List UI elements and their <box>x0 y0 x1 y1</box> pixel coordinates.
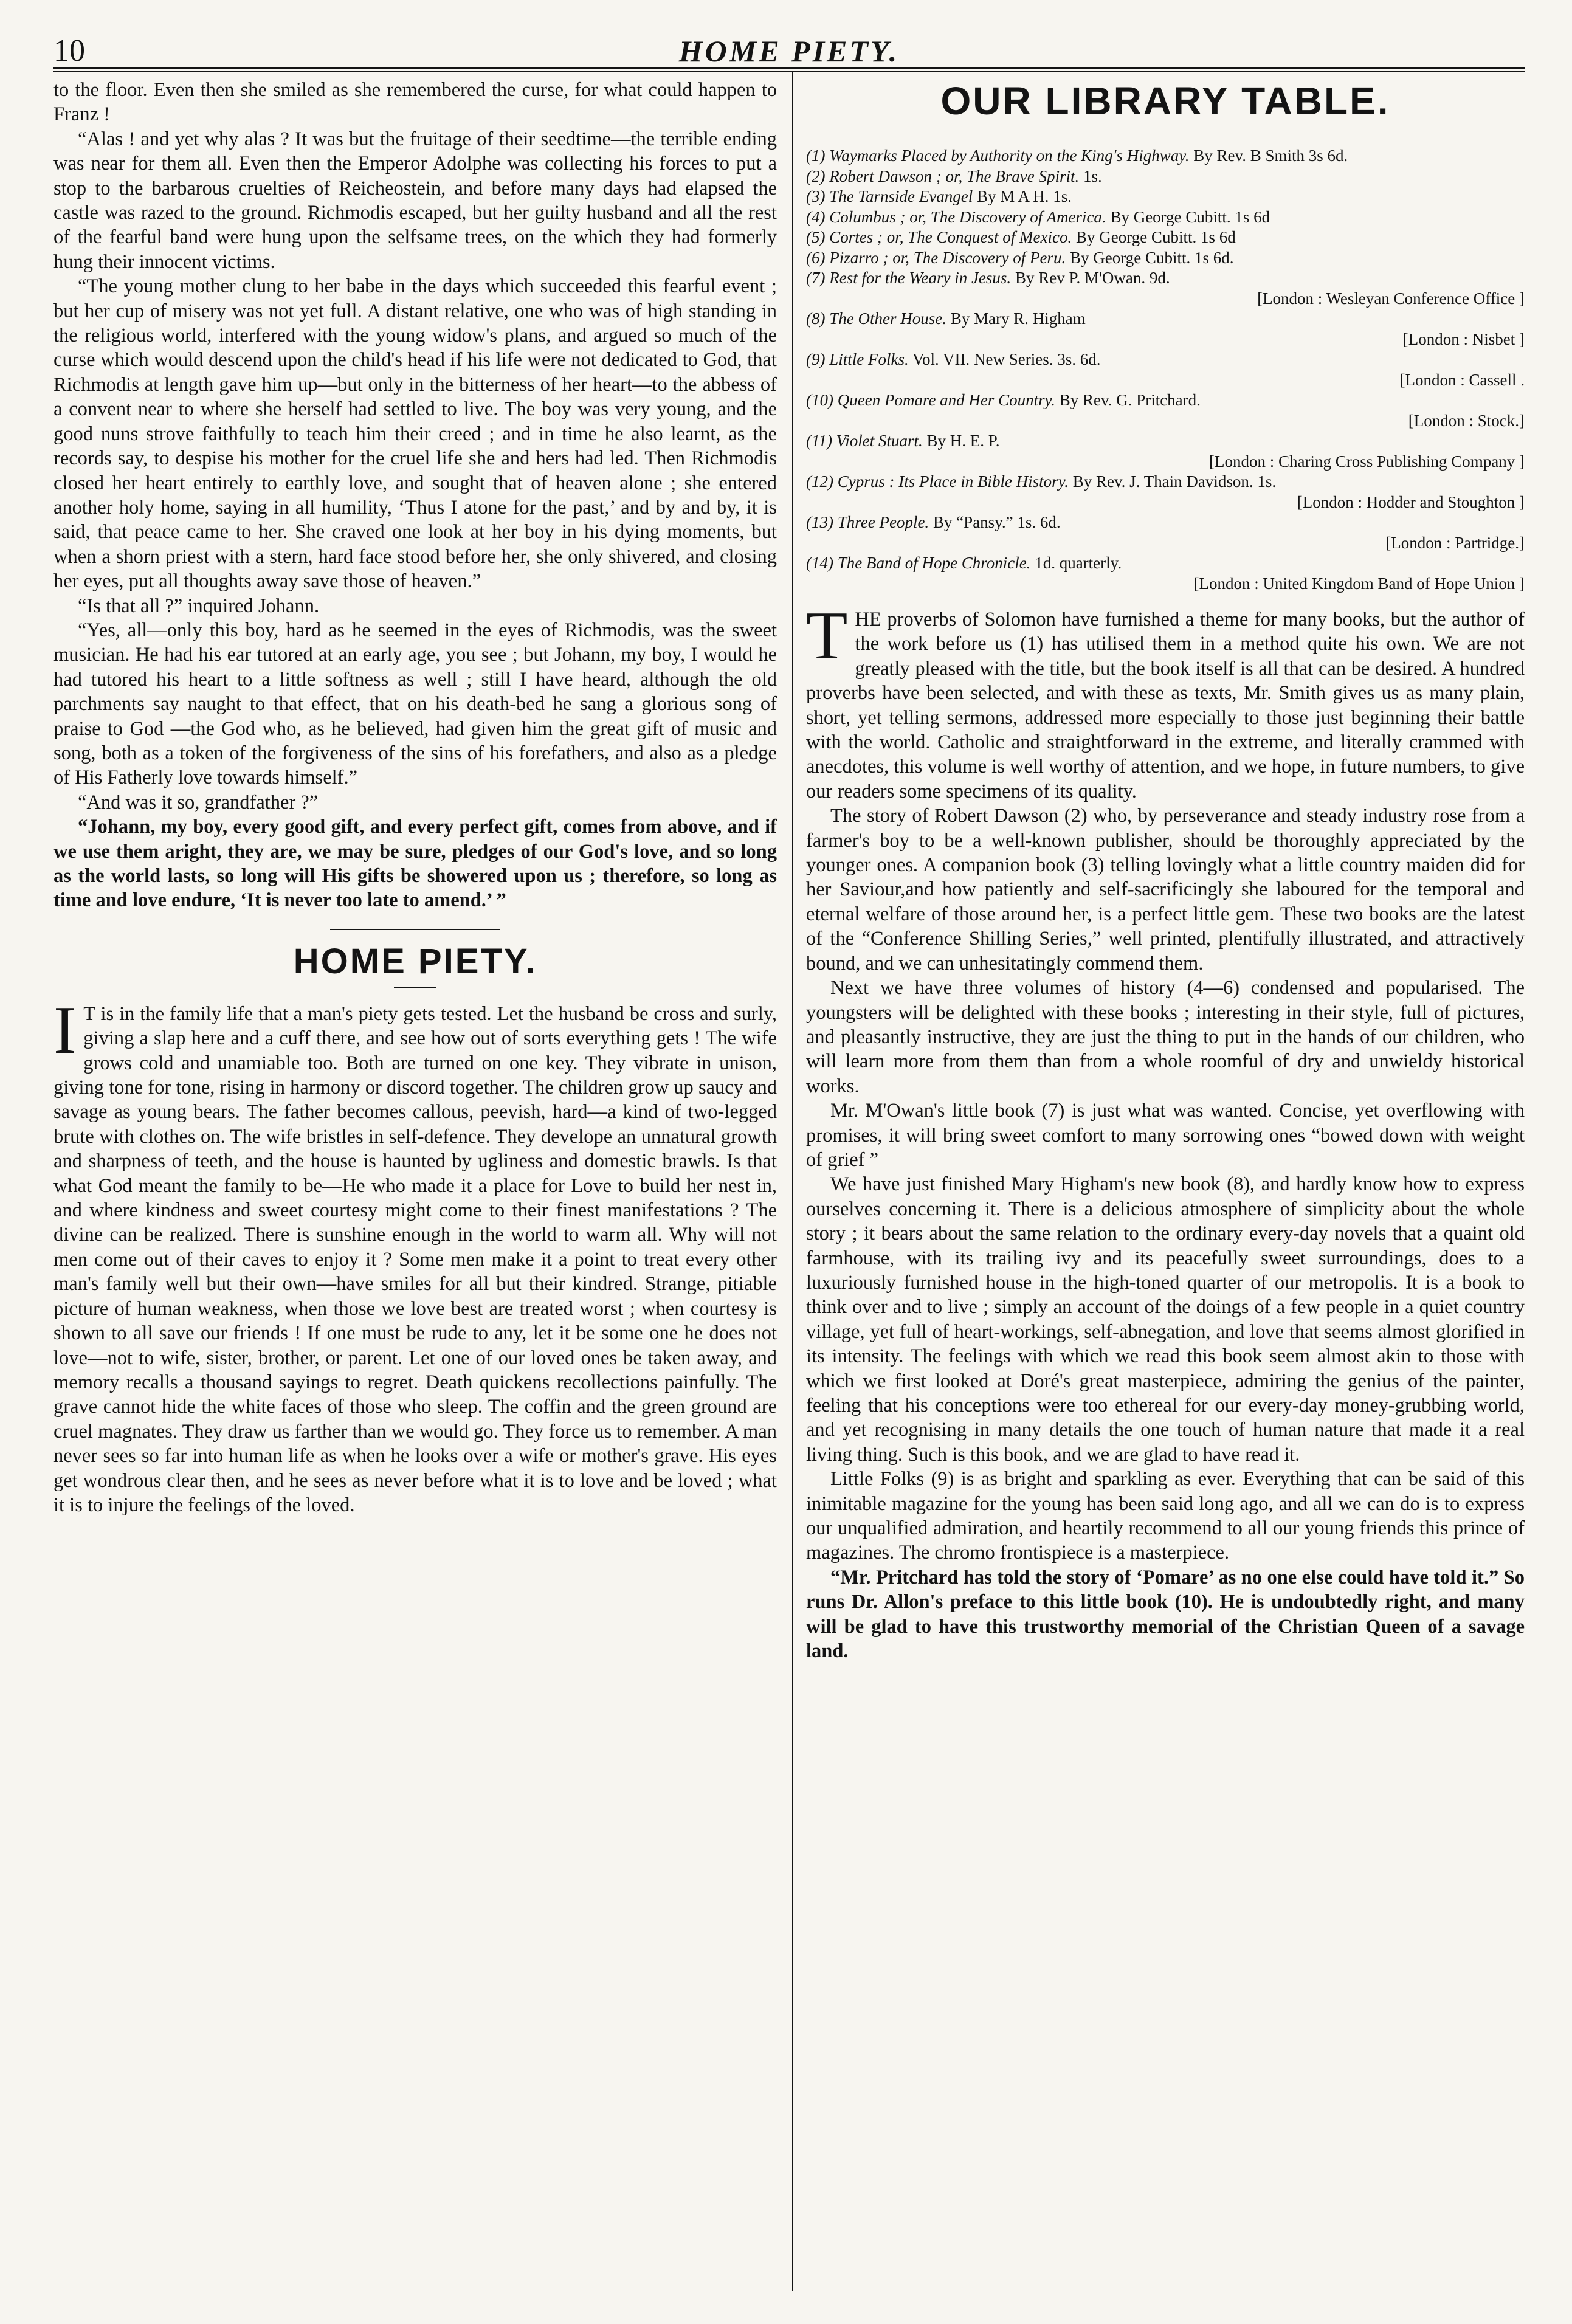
home-piety-heading: HOME PIETY. <box>293 941 537 981</box>
story-paragraph: “Alas ! and yet why alas ? It was but the fruitage of their seedtime—the terrible ending was near for them all. Even then the Emperor Adolphe was collecting his forces to put a stop to the barbarous cruelties of Reicheostein, and before many days had elapsed the castle was razed to the ground. Richmodis escaped, but her guilty husband and all the rest of the fearful band were hung upon the selfsame trees, on the which they had formerly hung their innocent victims. <box>53 128 777 273</box>
drop-cap: I <box>53 992 77 1068</box>
story-paragraph: “Is that all ?” inquired Johann. <box>78 595 320 617</box>
story-paragraph: to the floor. Even then she smiled as she remembered the curse, for what could happen to Franz ! <box>53 79 777 126</box>
running-title: HOME PIETY. <box>678 34 900 68</box>
column-divider <box>792 72 793 2291</box>
story-paragraph: “The young mother clung to her babe in the days which succeeded this fearful event ; but her cup of misery was not yet full. A distant relative, one who was of high standing in the religious world, interfered with the young widow's plans, and argued so much of the curse which would descend upon the child's head if his life were not dedicated to God, that Richmodis at length gave him up—but only in the bitterness of her heart—to the abbess of a convent near to where she herself had settled to live. The boy was very young, and the good nuns strove faithfully to teach him their creed ; and in time he also learnt, as the records say, to despise his mother for the cruel life she and hers had led. Then Richmodis closed her heart entirely to earthly love, and sought that of heaven alone ; she entered another holy home, saying in all humility, ‘Thus I atone for the past,’ and by and by, it is said, that peace came to her. She craved one look at her boy in his dying moments, but when a shorn priest with a stern, hard face stood before her, she only shivered, and closing her eyes, put all thoughts away save those of heaven.” <box>53 275 777 593</box>
story-continuation <box>53 78 777 913</box>
book-entry: (3) The Tarnside Evangel By M A H. 1s. <box>806 187 1072 205</box>
header-rule <box>53 67 1525 72</box>
book-entry: (13) Three People. By “Pansy.” 1s. 6d. [London : Partridge.] <box>806 513 1525 552</box>
book-entry: (11) Violet Stuart. By H. E. P. [London : Charing Cross Publishing Company ] <box>806 432 1525 471</box>
story-paragraph: “And was it so, grandfather ?” <box>78 791 319 813</box>
drop-cap: T <box>806 598 848 674</box>
book-entry: (7) Rest for the Weary in Jesus. By Rev P. M'Owan. 9d. [London : Wesleyan Conference Office ] <box>806 269 1525 308</box>
book-entry: (12) Cyprus : Its Place in Bible History. By Rev. J. Thain Davidson. 1s. [London : Hodder and Stoughton ] <box>806 472 1525 511</box>
review-paragraph: THE proverbs of Solomon have furnished a theme for many books, but the author of the work before us (1) has utilised them in a method quite his own. We are not greatly pleased with the title, but the book itself is all that can be desired. A hundred proverbs have been selected, and with these as texts, Mr. Smith gives us as many plain, short, yet telling sermons, addressed more especially to those just beginning their battle with the world. Catholic and straightforward in the extreme, and literally crammed with anecdotes, this volume is well worthy of attention, and we hope, in future numbers, to give our readers some specimens of its quality. <box>806 598 1525 802</box>
heading-rule <box>394 987 436 988</box>
section-separator <box>330 929 500 930</box>
page-number: 10 <box>53 33 85 68</box>
book-entry: (4) Columbus ; or, The Discovery of America. By George Cubitt. 1s 6d <box>806 207 1270 226</box>
book-entry: (14) The Band of Hope Chronicle. 1d. quarterly. [London : United Kingdom Band of Hope Union ] <box>806 554 1525 593</box>
book-entry: (6) Pizarro ; or, The Discovery of Peru. By George Cubitt. 1s 6d. <box>806 248 1234 267</box>
book-entry: (1) Waymarks Placed by Authority on the King's Highway. By Rev. B Smith 3s 6d. <box>806 147 1348 165</box>
left-column <box>53 78 777 1517</box>
story-paragraph: “Johann, my boy, every good gift, and every perfect gift, comes from above, and if we use them aright, they are, we may be sure, pledges of our God's love, and so long as the world lasts, so long will His gifts be showered upon us ; therefore, so long as time and love endure, ‘It is never too late to amend.’ ” <box>53 816 777 912</box>
review-paragraph: We have just finished Mary Higham's new book (8), and hardly know how to express ourselves concerning it. There is a delicious atmosphere of simplicity about the whole story ; it bears about the same relation to the ordinary every-day novels that a quaint old farmhouse, with its trailing ivy and its peacefully sweet surroundings, does to a luxuriously furnished house in the high-toned quarter of our metropolis. It is a book to think over and to live ; simply an account of the doings of a few people in a quiet country village, yet full of heart-workings, self-abnegation, and love that seems almost glorified in its intensity. The feelings with which we read this book seem almost akin to those with which we first looked at Doré's great masterpiece, admiring the genius of the painter, feeling that his conceptions were too ethereal for our every-day money-grubbing world, and yet recognising in many details the one touch of human nature that made it a real living thing. Such is this book, and we are glad to have read it. <box>806 1173 1525 1466</box>
page-header <box>53 30 1525 67</box>
review-paragraph: Little Folks (9) is as bright and sparkling as ever. Everything that can be said of this inimitable magazine for the young has been said long ago, and all we can do is to express our unqualified admiration, and heartily recommend to all our young friends this prince of magazines. The chromo frontispiece is a masterpiece. <box>806 1468 1525 1564</box>
book-list <box>806 146 1525 594</box>
library-table-heading: OUR LIBRARY TABLE. <box>940 79 1390 123</box>
book-entry: (9) Little Folks. Vol. VII. New Series. 3s. 6d. [London : Cassell . <box>806 350 1525 389</box>
book-entry: (2) Robert Dawson ; or, The Brave Spirit. 1s. <box>806 167 1102 185</box>
home-piety-text: T is in the family life that a man's piety gets tested. Let the husband be cross and surly, giving a slap here and a cuff there, and see how out of sorts everything gets ! The wife grows cold and unamiable too. Both are turned on one key. They vibrate in unison, giving tone for tone, rising in harmony or discord together. The children grow up saucy and savage as young bears. The father becomes callous, peevish, hard—a kind of two-legged brute with clothes on. The wife bristles in self-defence. They develope an unnatural growth and sharpness of teeth, and the house is haunted by ugliness and domestic brawls. Is that what God meant the family to be—He who made it a place for Love to build her nest in, and where kindness and sweet courtesy might come to their finest manifestations ? The divine can be realized. There is sunshine enough in the world to warm all. Why will not men come out of their caves to enjoy it ? Some men make it a point to treat every other man's family well but their own—have smiles for all but their kindred. Strange, pitiable picture of human weakness, when those we love best are treated worst ; when courtesy is shown to all save our friends ! If one must be rude to any, let it be some one he does not love—not to wife, sister, brother, or parent. Let one of our loved ones be taken away, and memory recalls a thousand sayings to regret. Death quickens recollections painfully. The grave cannot hide the white faces of those who sleep. The coffin and the green ground are cruel magnates. They draw us farther than we would go. They force us to remember. A man never sees so far into human life as when he looks over a wife or mother's grave. His eyes get wondrous clear then, and he sees as never before what it is to love and be loved ; what it is to injure the feelings of the loved. <box>53 1002 777 1516</box>
book-entry: (8) The Other House. By Mary R. Higham [London : Nisbet ] <box>806 309 1525 348</box>
book-entry: (5) Cortes ; or, The Conquest of Mexico. By George Cubitt. 1s 6d <box>806 228 1236 246</box>
review-paragraph: Next we have three volumes of history (4—6) condensed and popularised. The youngsters will be delighted with these books ; interesting in their style, full of pictures, and pleasantly instructive, they are just the thing to put in the hands of our children, who will learn more from them than from a whole roomful of dry and unwieldy historical works. <box>806 977 1525 1097</box>
home-piety-paragraph <box>53 992 777 1518</box>
story-paragraph: “Yes, all—only this boy, hard as he seemed in the eyes of Richmodis, was the sweet musician. He had his ear tutored at an early age, you see ; but Johann, my boy, I would he had tutored his heart to a little softness as well ; still I have heard, although the old parchments say naught to that effect, that on his death-bed he sang a glorious song of praise to God —the God who, as he believed, had given him the great gift of music and song, both as a token of the forgiveness of the sins of his forefathers, and also as a pledge of His Fatherly love towards himself.” <box>53 619 777 789</box>
book-entry: (10) Queen Pomare and Her Country. By Rev. G. Pritchard. [London : Stock.] <box>806 391 1525 430</box>
right-column <box>806 78 1525 1663</box>
review-paragraph: Mr. M'Owan's little book (7) is just what was wanted. Concise, yet overflowing with promises, it will bring sweet comfort to many sorrowing ones “bowed down with weight of grief ” <box>806 1100 1525 1171</box>
reviews <box>806 598 1525 1663</box>
review-paragraph: “Mr. Pritchard has told the story of ‘Pomare’ as no one else could have told it.” So runs Dr. Allon's preface to this little book (10). He is undoubtedly right, and many will be glad to have this trustworthy memorial of the Christian Queen of a savage land. <box>806 1566 1525 1663</box>
review-paragraph: The story of Robert Dawson (2) who, by perseverance and steady industry rose from a farmer's boy to be a well-known publisher, should be thoroughly appreciated by the younger ones. A companion book (3) telling lovingly what a little country maiden did for her Saviour,and how patiently and self-sacrificingly she laboured for the temporal and eternal welfare of those around her, is a perfect little gem. These two books are the latest of the “Conference Shilling Series,” well printed, plentifully illustrated, and attractively bound, and we can unhesitatingly commend them. <box>806 805 1525 974</box>
